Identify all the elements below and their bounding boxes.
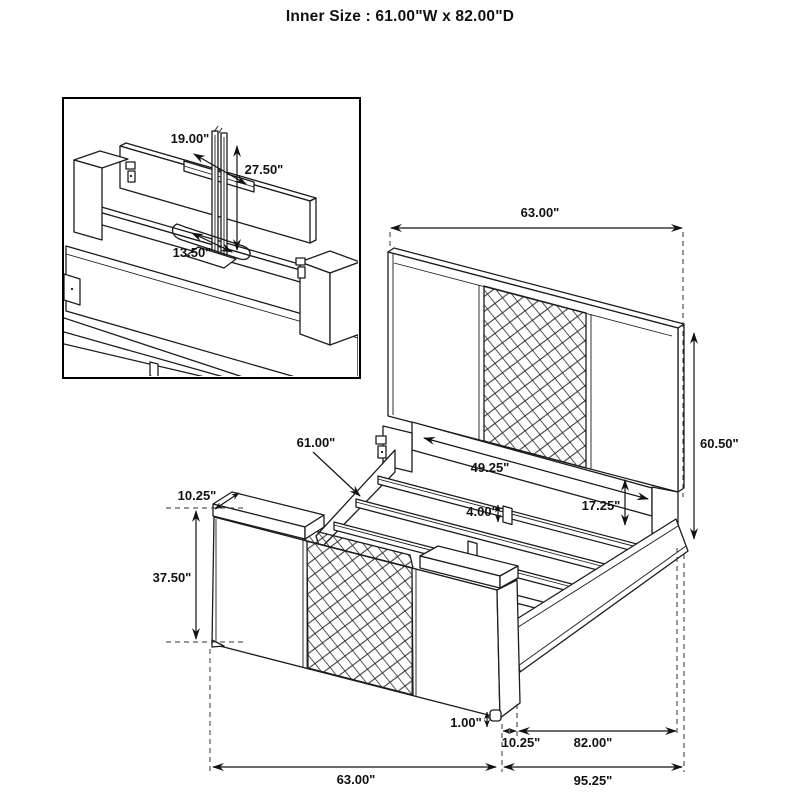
dim-headboard-width-label: 63.00" bbox=[520, 205, 560, 220]
dim-slat-length bbox=[297, 435, 360, 496]
page-title: Inner Size : 61.00"W x 82.00"D bbox=[285, 8, 515, 25]
dim-foot-height-label: 1.00" bbox=[450, 715, 482, 730]
dim-support-leg-height bbox=[466, 504, 498, 522]
inset-detail bbox=[63, 98, 360, 395]
dim-foot-height bbox=[450, 712, 487, 730]
dim-footboard-top-depth-label: 10.25" bbox=[177, 488, 217, 503]
dim-inner-depth-label: 82.00" bbox=[573, 735, 613, 750]
dim-headboard-height bbox=[694, 333, 739, 539]
inset-left-post bbox=[74, 160, 102, 240]
dim-headboard-height-label: 60.50" bbox=[700, 436, 739, 451]
dim-footboard-width bbox=[213, 767, 496, 787]
inset-right-block-side bbox=[330, 262, 360, 345]
dim-overall-depth bbox=[504, 767, 682, 788]
headboard-quilted-panel bbox=[484, 286, 586, 468]
inset-side-bracket bbox=[64, 274, 80, 305]
dim-side-inset-depth bbox=[502, 731, 541, 750]
footboard-right-face bbox=[497, 580, 520, 718]
dim-rail-span-label: 49.25" bbox=[470, 460, 510, 475]
dim-inset-slot-length-label: 13.50" bbox=[172, 245, 212, 260]
dim-headboard-width bbox=[391, 205, 682, 228]
inset-stile-end bbox=[310, 198, 316, 243]
inset-headboard-back-drawing bbox=[64, 126, 360, 395]
footboard-right-foot bbox=[490, 710, 501, 721]
dim-inner-depth bbox=[519, 731, 676, 750]
dim-inset-bracket-height-label: 27.50" bbox=[244, 162, 284, 177]
dim-inset-bracket-width-label: 19.00" bbox=[170, 131, 210, 146]
dim-side-inset-depth-label: 10.25" bbox=[501, 735, 541, 750]
dim-footboard-height bbox=[153, 511, 196, 639]
headboard-hinge bbox=[376, 436, 386, 458]
support-leg-1 bbox=[503, 506, 512, 525]
footboard bbox=[212, 492, 520, 721]
dim-slat-length-label: 61.00" bbox=[296, 435, 336, 450]
dim-footboard-width-label: 63.00" bbox=[336, 772, 376, 787]
dim-rail-height-label: 17.25" bbox=[581, 498, 621, 513]
dim-footboard-height-label: 37.50" bbox=[152, 570, 192, 585]
inset-frame-peg bbox=[150, 362, 158, 378]
dim-support-leg-height-label: 4.00" bbox=[466, 504, 498, 519]
inset-hinge-right bbox=[296, 258, 305, 278]
dim-overall-depth-label: 95.25" bbox=[573, 773, 613, 788]
inset-hinge-left bbox=[126, 162, 135, 182]
